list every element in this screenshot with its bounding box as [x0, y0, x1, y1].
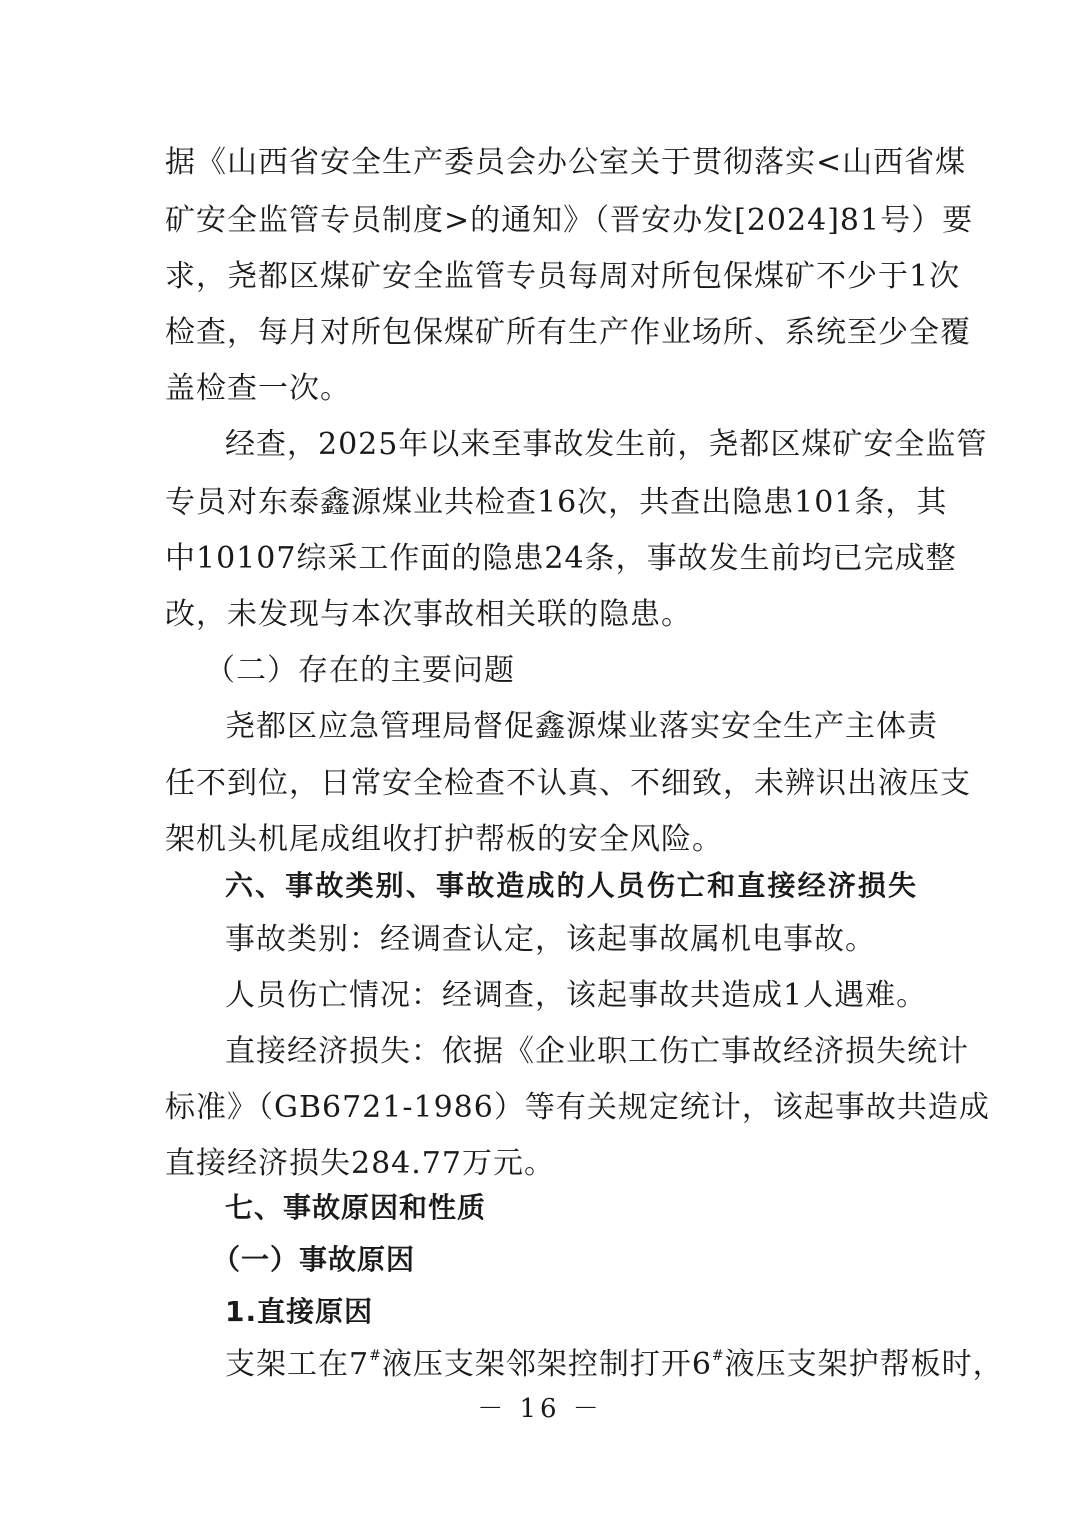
- subheading-direct-cause: 1.直接原因: [225, 1295, 374, 1328]
- subheading-accident-cause: （一）事故原因: [212, 1243, 416, 1276]
- paragraph-line: 尧都区应急管理局督促鑫源煤业落实安全生产主体责: [225, 709, 938, 744]
- paragraph-line: [225, 1345, 1004, 1385]
- casualties: 人员伤亡情况：经调查，该起事故共造成1人遇难。: [225, 978, 928, 1013]
- hash-mark: #: [711, 1348, 725, 1364]
- section-heading-7: 七、事故原因和性质: [225, 1191, 487, 1224]
- accident-category: 事故类别：经调查认定，该起事故属机电事故。: [225, 922, 876, 957]
- paragraph-line: 架机头机尾成组收打护帮板的安全风险。: [165, 822, 723, 857]
- paragraph-line: 专员对东泰鑫源煤业共检查16次，共查出隐患101条，其: [165, 485, 948, 520]
- text-span: 液压支架邻架控制打开6: [381, 1347, 712, 1382]
- paragraph-line: 改，未发现与本次事故相关联的隐患。: [165, 597, 692, 632]
- paragraph-line: 任不到位，日常安全检查不认真、不细致，未辨识出液压支: [165, 766, 971, 801]
- text-span: 液压支架护帮板时，: [724, 1347, 1004, 1382]
- paragraph-line: 检查，每月对所包保煤矿所有生产作业场所、系统至少全覆: [165, 315, 971, 350]
- paragraph-line: 经查，2025年以来至事故发生前，尧都区煤矿安全监管: [225, 427, 988, 462]
- paragraph-line: 盖检查一次。: [165, 371, 351, 406]
- section-heading-6: 六、事故类别、事故造成的人员伤亡和直接经济损失: [225, 869, 917, 902]
- subheading-main-problems: （二）存在的主要问题: [205, 653, 515, 688]
- paragraph-line: 直接经济损失：依据《企业职工伤亡事故经济损失统计: [225, 1034, 969, 1069]
- text-span: 支架工在7: [225, 1347, 370, 1382]
- paragraph-line: 据《山西省安全生产委员会办公室关于贯彻落实<山西省煤: [165, 145, 967, 180]
- hash-mark: #: [369, 1348, 382, 1364]
- paragraph-line: 求，尧都区煤矿安全监管专员每周对所包保煤矿不少于1次: [165, 259, 961, 294]
- paragraph-line: 标准》（GB6721-1986）等有关规定统计，该起事故共造成: [165, 1090, 990, 1125]
- page-number: － 16 －: [477, 1394, 603, 1424]
- paragraph-line: 矿安全监管专员制度>的通知》（晋安办发[2024]81号）要: [165, 203, 974, 238]
- paragraph-line: 中10107综采工作面的隐患24条，事故发生前均已完成整: [165, 541, 957, 576]
- paragraph-line: 直接经济损失284.77万元。: [165, 1146, 555, 1181]
